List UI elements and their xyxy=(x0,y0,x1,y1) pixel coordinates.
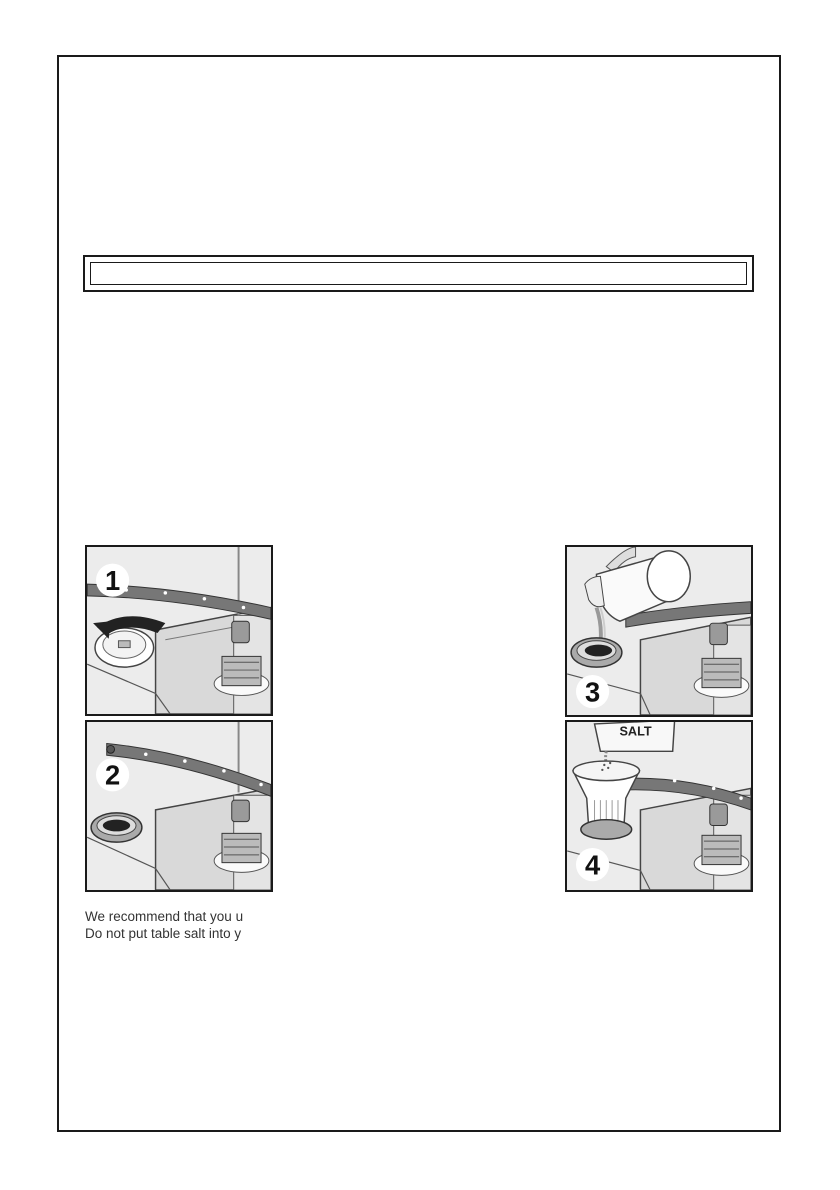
step-3-illustration xyxy=(565,545,753,717)
salt-note-line-1: We recommend that you u xyxy=(85,909,244,924)
step-2-number: 2 xyxy=(104,759,121,791)
salt-note xyxy=(85,908,273,942)
step-4-illustration xyxy=(565,720,753,892)
step-1-number: 1 xyxy=(104,564,121,596)
step-4-number: 4 xyxy=(584,849,601,881)
section-title-inner-border xyxy=(90,262,747,285)
step-2-illustration xyxy=(85,720,273,892)
step-1-illustration xyxy=(85,545,273,716)
step-3-number: 3 xyxy=(584,676,601,708)
salt-note-line-2: Do not put table salt into y xyxy=(85,926,242,941)
salt-package-label: SALT xyxy=(619,724,652,739)
section-title-box xyxy=(83,255,754,292)
